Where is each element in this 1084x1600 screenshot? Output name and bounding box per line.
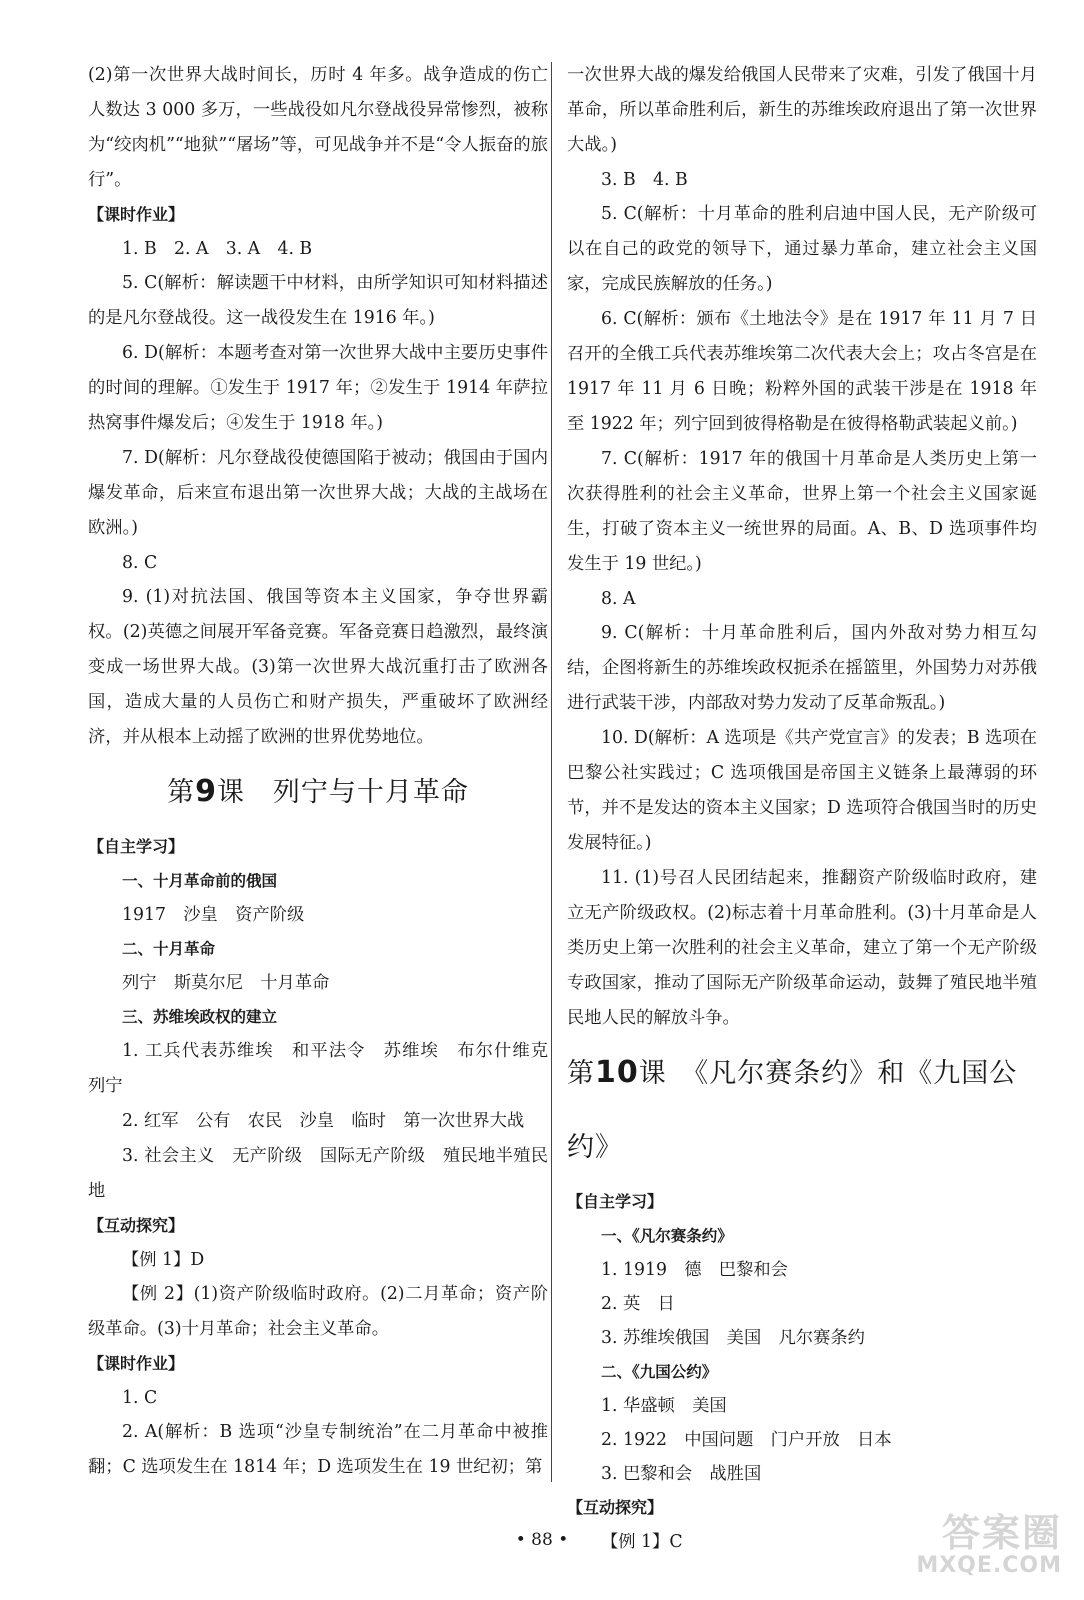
answer-t2-1: 1. 华盛顿 美国 — [601, 1396, 727, 1416]
answer-6: 6. D(解析：本题考查对第一次世界大战中主要历史事件的时间的理解。①发生于 1917 年；②发生于 1914 年萨拉热窝事件爆发后；④发生于 1918 年。) — [88, 343, 548, 433]
answer-7-right: 7. C(解析：1917 年的俄国十月革命是人类历史上第一次获得胜利的社会主义革命，世界上第一个社会主义国家诞生，打破了资本主义一统世界的局面。A、B、D 选项事件均发生于 19 世纪。) — [567, 449, 1037, 574]
answer-11-right: 11. (1)号召人民团结起来，推翻资产阶级临时政府，建立无产阶级政权。(2)标志着十月革命胜利。(3)十月革命是人类历史上第一次胜利的社会主义革命，建立了第一个无产阶级专政国家，推动了国际无产阶级革命运动，鼓舞了殖民地半殖民地人民的解放斗争。 — [567, 868, 1037, 1028]
example-1: 【例 1】D — [122, 1250, 205, 1270]
answer-t2-2: 2. 1922 中国问题 门户开放 日本 — [601, 1430, 892, 1450]
answer-t2-3: 3. 巴黎和会 战胜国 — [601, 1464, 762, 1484]
answer-2-continued: 一次世界大战的爆发给俄国人民带来了灾难，引发了俄国十月革命，所以革命胜利后，新生的苏维埃政府退出了第一次世界大战。) — [567, 65, 1037, 155]
heading-interactive: 【互动探究】 — [88, 1216, 185, 1235]
answer-t1-1: 1. 1919 德 巴黎和会 — [601, 1260, 788, 1280]
answer-5-right: 5. C(解析：十月革命的胜利启迪中国人民，无产阶级可以在自己的政党的领导下，通过暴力革命，建立社会主义国家，完成民族解放的任务。) — [567, 204, 1037, 294]
answer-9: 9. (1)对抗法国、俄国等资本主义国家，争夺世界霸权。(2)英德之间展开军备竞赛。军备竞赛日趋激烈，最终演变成一场世界大战。(3)第一次世界大战沉重打击了欧洲各国，造成大量的人员伤亡和财产损失，严重破坏了欧洲经济，并从根本上动摇了欧洲的世界优势地位。 — [88, 587, 548, 747]
answer-6-right: 6. C(解析：颁布《土地法令》是在 1917 年 11 月 7 日召开的全俄工兵代表苏维埃第二次代表大会上；攻占冬宫是在 1917 年 11 月 6 日晚；粉粹外国的武装干涉是在 1918 年至 1922 年；列宁回到彼得格勒是在彼得格勒武装起义前。) — [567, 309, 1037, 434]
answer-t1-2: 2. 英 日 — [601, 1294, 675, 1314]
watermark-url: MXQE.COM — [916, 1553, 1062, 1578]
heading-self-study-right: 【自主学习】 — [567, 1192, 664, 1211]
subheading-nine-power: 二、《九国公约》 — [601, 1363, 718, 1381]
example-2: 【例 2】(1)资产阶级临时政府。(2)二月革命；资产阶级革命。(3)十月革命；社会主义革命。 — [88, 1284, 548, 1339]
right-column — [567, 58, 1037, 1559]
subheading-2: 二、十月革命 — [122, 940, 216, 958]
example-1-right: 【例 1】C — [601, 1532, 683, 1552]
answer-8: 8. C — [122, 553, 158, 573]
answer-b1: 1. C — [122, 1388, 158, 1408]
answer-7: 7. D(解析：凡尔登战役使德国陷于被动；俄国由于国内爆发革命，后来宣布退出第一次世界大战；大战的主战场在欧洲。) — [88, 448, 548, 538]
lesson-9-title: 第9课 列宁与十月革命 — [167, 774, 469, 809]
answer-9-right: 9. C(解析：十月革命胜利后，国内外敌对势力相互勾结，企图将新生的苏维埃政权扼杀在摇篮里，外国势力对苏俄进行武装干涉，内部敌对势力发动了反革命叛乱。) — [567, 623, 1037, 713]
subheading-versailles: 一、《凡尔赛条约》 — [601, 1227, 733, 1245]
page-number: • 88 • — [515, 1530, 569, 1550]
answer-s1: 1917 沙皇 资产阶级 — [122, 905, 305, 925]
answer-1-4: 1. B 2. A 3. A 4. B — [122, 239, 313, 259]
column-divider — [551, 62, 552, 1482]
heading-interactive-right: 【互动探究】 — [567, 1498, 664, 1517]
watermark-logo-text: 答案圈 — [941, 1511, 1062, 1555]
paragraph-ww1-duration: (2)第一次世界大战时间长，历时 4 年多。战争造成的伤亡人数达 3 000 多万，一些战役如凡尔登战役异常惨烈，被称为“绞肉机”“地狱”“屠场”等，可见战争并不是“令人振奋的旅行”。 — [88, 65, 548, 190]
watermark-logo — [862, 1512, 1062, 1586]
answer-s3-3: 3. 社会主义 无产阶级 国际无产阶级 殖民地半殖民地 — [88, 1146, 548, 1201]
answer-b2: 2. A(解析：B 选项“沙皇专制统治”在二月革命中被推翻；C 选项发生在 1814 年；D 选项发生在 19 世纪初；第 — [88, 1422, 548, 1477]
subheading-3: 三、苏维埃政权的建立 — [122, 1008, 278, 1026]
answer-s3-1: 1. 工兵代表苏维埃 和平法令 苏维埃 布尔什维克 列宁 — [88, 1041, 566, 1096]
answer-3-4: 3. B 4. B — [601, 170, 688, 190]
answer-s3-2: 2. 红军 公有 农民 沙皇 临时 第一次世界大战 — [122, 1111, 525, 1131]
answer-10-right: 10. D(解析：A 选项是《共产党宣言》的发表；B 选项在巴黎公社实践过；C 选项俄国是帝国主义链条上最薄弱的环节，并不是发达的资本主义国家；D 选项符合俄国当时的历史发展特征。) — [567, 728, 1037, 853]
heading-self-study: 【自主学习】 — [88, 837, 185, 856]
answer-s2: 列宁 斯莫尔尼 十月革命 — [122, 973, 330, 993]
answer-t1-3: 3. 苏维埃俄国 美国 凡尔赛条约 — [601, 1328, 865, 1348]
subheading-1: 一、十月革命前的俄国 — [122, 872, 278, 890]
heading-homework: 【课时作业】 — [88, 205, 185, 224]
answer-8-right: 8. A — [601, 589, 636, 609]
answer-5: 5. C(解析：解读题干中材料，由所学知识可知材料描述的是凡尔登战役。这一战役发生在 1916 年。) — [88, 273, 548, 328]
lesson-10-title: 第10课 《凡尔赛条约》和《九国公约》 — [567, 1055, 1018, 1163]
left-column — [88, 58, 566, 1485]
heading-homework-2: 【课时作业】 — [88, 1354, 185, 1373]
